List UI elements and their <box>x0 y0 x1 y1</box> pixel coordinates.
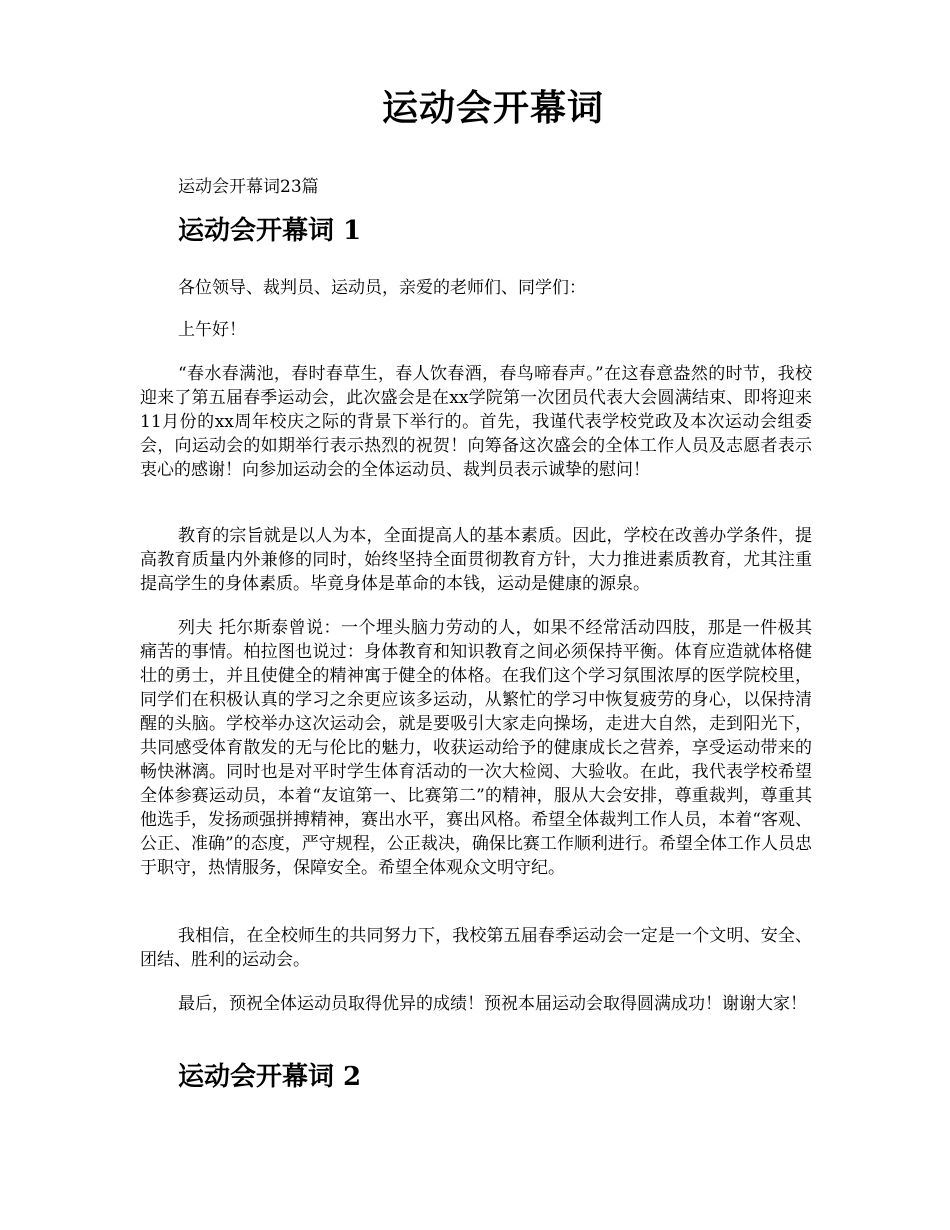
paragraph-tolstoy-quote: 列夫 托尔斯泰曾说：一个埋头脑力劳动的人，如果不经常活动四肢，那是一件极其痛苦的事情。柏拉图也说过：身体教育和知识教育之间必须保持平衡。体育应造就体格健壮的勇士，并且使健全的精神寓于健全的体格。在我们这个学习氛围浓厚的医学院校里，同学们在积极认真的学习之余更应该多运动，从繁忙的学习中恢复疲劳的身心，以保持清醒的头脑。学校举办这次运动会，就是要吸引大家走向操场，走进大自然，走到阳光下，共同感受体育散发的无与伦比的魅力，收获运动给予的健康成长之营养，享受运动带来的畅快淋漓。同时也是对平时学生体育活动的一次大检阅、大验收。在此，我代表学校希望全体参赛运动员，本着“友谊第一、比赛第二”的精神，服从大会安排，尊重裁判，尊重其他选手，发扬顽强拼搏精神，赛出水平，赛出风格。希望全体裁判工作人员，本着“客观、公正、准确”的态度，严守规程，公正裁决，确保比赛工作顺利进行。希望全体工作人员忠于职守，热情服务，保障安全。希望全体观众文明守纪。 <box>140 618 812 878</box>
section-heading-2: 运动会开幕词 2 <box>178 1062 362 1092</box>
paragraph-education-purpose: 教育的宗旨就是以人为本，全面提高人的基本素质。因此，学校在改善办学条件，提高教育质量内外兼修的同时，始终坚持全面贯彻教育方针，大力推进素质教育，尤其注重提高学生的身体素质。毕竟身体是革命的本钱，运动是健康的源泉。 <box>140 526 812 594</box>
paragraph-belief: 我相信，在全校师生的共同努力下，我校第五届春季运动会一定是一个文明、安全、团结、胜利的运动会。 <box>140 926 812 970</box>
paragraph-good-morning: 上午好！ <box>178 320 246 340</box>
paragraph-spring-poem: “春水春满池，春时春草生，春人饮春酒，春鸟啼春声。”在这春意盎然的时节，我校迎来了第五届春季运动会，此次盛会是在xx学院第一次团员代表大会圆满结束、即将迎来11月份的xx周年校庆之际的背景下举行的。首先，我谨代表学校党政及本次运动会组委会，向运动会的如期举行表示热烈的祝贺！向筹备这次盛会的全体工作人员及志愿者表示衷心的感谢！向参加运动会的全体运动员、裁判员表示诚挚的慰问！ <box>140 364 812 480</box>
document-subtitle: 运动会开幕词23篇 <box>178 177 319 197</box>
paragraph-closing: 最后，预祝全体运动员取得优异的成绩！预祝本届运动会取得圆满成功！谢谢大家！ <box>178 994 807 1014</box>
section-heading-1: 运动会开幕词 1 <box>178 216 362 246</box>
paragraph-greeting: 各位领导、裁判员、运动员，亲爱的老师们、同学们： <box>178 278 586 298</box>
document-title: 运动会开幕词 <box>381 87 604 129</box>
